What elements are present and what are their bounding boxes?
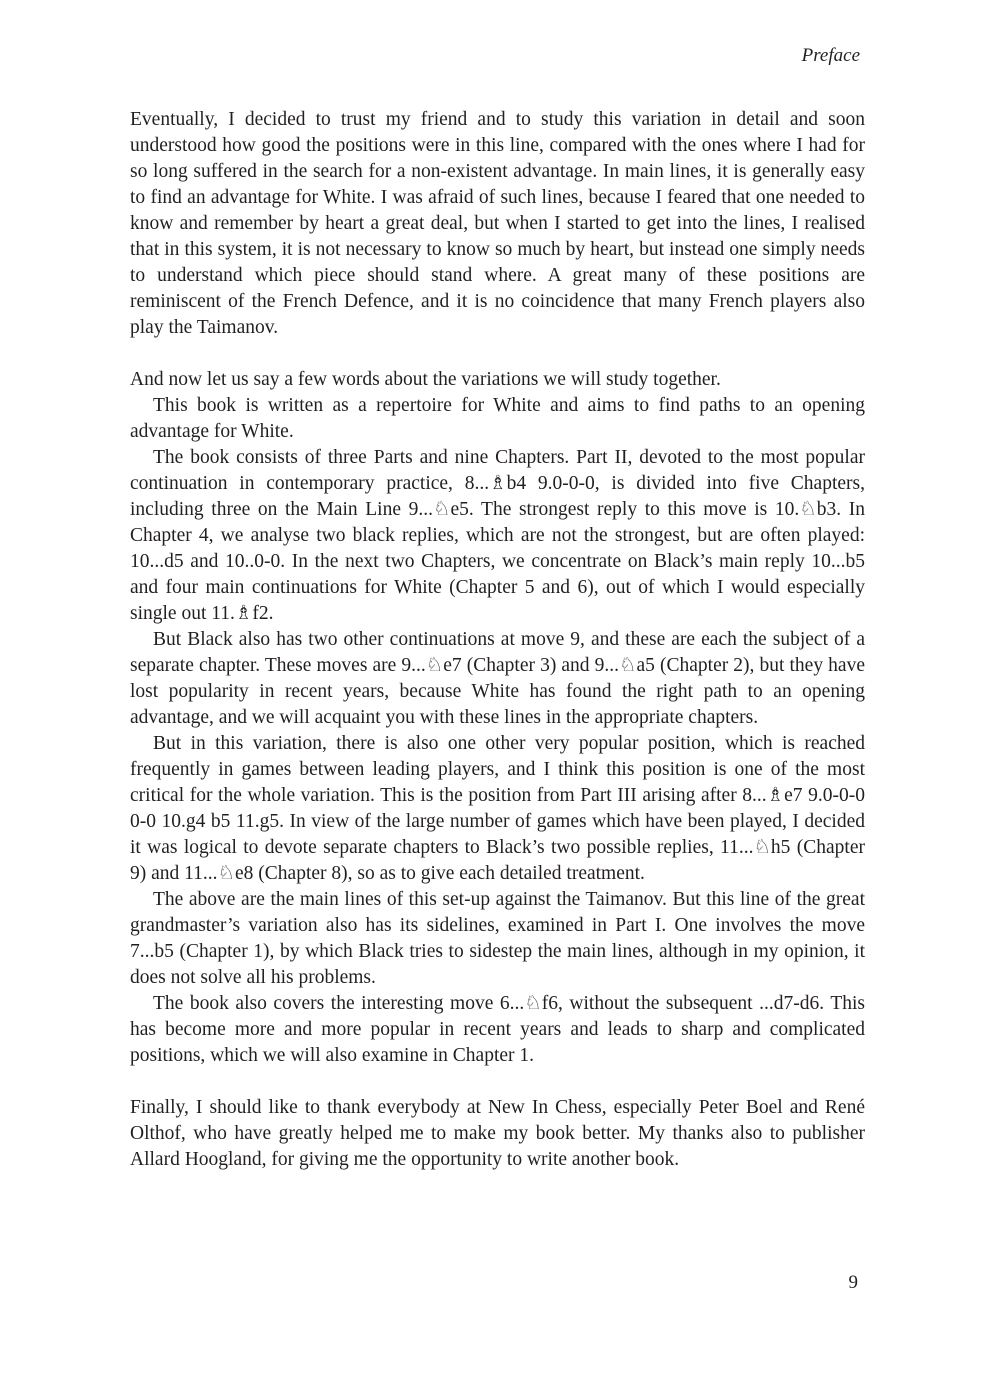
paragraph-move-9-alternatives: But Black also has two other continuations at move 9, and these are each the subject of a separate chapter. These moves are 9...♘e7 (Chapter 3) and 9...♘a5 (Chapter 2), but they have lost popularity in recent years, because White has found the right path to an opening advantage, and we will acquaint you with these lines in the appropriate chapters. [130,629,865,728]
paragraph-sidelines: The above are the main lines of this set-up against the Taimanov. But this line of the great grandmaster’s variation also has its sidelines, examined in Part I. One involves the move 7...b5 (Chapter 1), by which Black tries to sidestep the main lines, although in my opinion, it does not solve all his problems. [130,889,865,988]
paragraph-variations-intro: And now let us say a few words about the variations we will study together. [130,369,721,390]
running-head-title: Preface [801,45,860,66]
page-number: 9 [848,1272,858,1293]
paragraph-move-6-nf6: The book also covers the interesting move 6...♘f6, without the subsequent ...d7-d6. This has become more and more popular in recent years and leads to sharp and complicated positions, which we will also examine in Chapter 1. [130,993,865,1066]
paragraph-acknowledgements: Finally, I should like to thank everybody at New In Chess, especially Peter Boel and René Olthof, who have greatly helped me to make my book better. My thanks also to publisher Allard Hoogland, for giving me the opportunity to write another book. [130,1097,865,1170]
paragraph-repertoire: This book is written as a repertoire for White and aims to find paths to an opening advantage for White. [130,395,865,442]
paragraph-book-structure: The book consists of three Parts and nine Chapters. Part II, devoted to the most popular continuation in contemporary practice, 8...♗b4 9.0-0-0, is divided into five Chapters, including three on the Main Line 9...♘e5. The strongest reply to this move is 10.♘b3. In Chapter 4, we analyse two black replies, which are not the strongest, but are often played: 10...d5 and 10..0-0. In the next two Chapters, we concentrate on Black’s main reply 10...b5 and four main continuations for White (Chapter 5 and 6), out of which I would especially single out 11.♗f2. [130,447,865,624]
paragraph-part-three: But in this variation, there is also one other very popular position, which is reached frequently in games between leading players, and I think this position is one of the most critical for the whole variation. This is the position from Part III arising after 8...♗e7 9.0-0-0 0-0 10.g4 b5 11.g5. In view of the large number of games which have been played, I decided it was logical to devote separate chapters to Black’s two possible replies, 11...♘h5 (Chapter 9) and 11...♘e8 (Chapter 8), so as to give each detailed treatment. [130,733,865,884]
preface-body [130,107,865,1173]
paragraph-trust-friend: Eventually, I decided to trust my friend and to study this variation in detail and soon understood how good the positions were in this line, compared with the ones where I had for so long suffered in the search for a non-existent advantage. In main lines, it is generally easy to find an advantage for White. I was afraid of such lines, because I feared that one needed to know and remember by heart a great deal, but when I started to get into the lines, I realised that in this system, it is not necessary to know so much by heart, but instead one simply needs to understand which piece should stand where. A great many of these positions are reminiscent of the French Defence, and it is no coincidence that many French players also play the Taimanov. [130,109,865,338]
